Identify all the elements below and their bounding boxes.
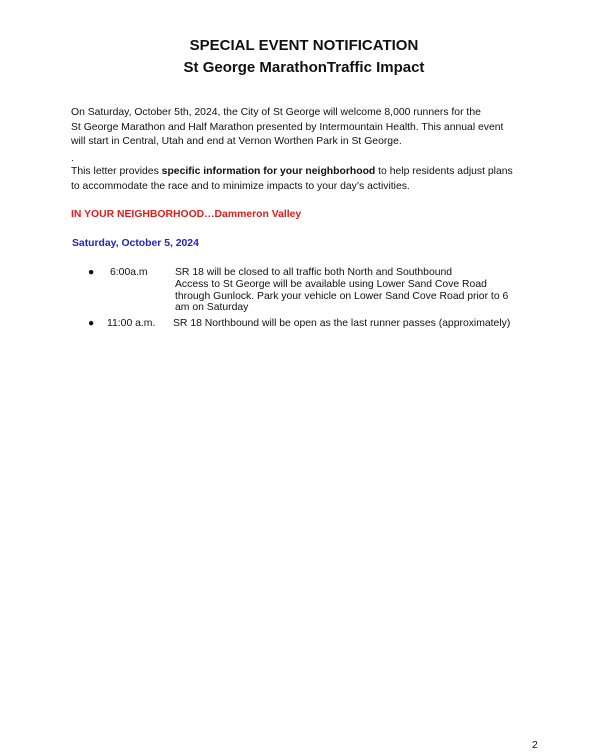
description-line: Access to St George will be available using Lower Sand Cove Road (175, 278, 487, 290)
page-number: 2 (532, 740, 538, 751)
description-line: am on Saturday (175, 302, 249, 314)
page-title: SPECIAL EVENT NOTIFICATION (189, 37, 419, 54)
intro-line: On Saturday, October 5th, 2024, the City of St George will welcome 8,000 runners for the (71, 107, 481, 118)
description-line: SR 18 will be closed to all traffic both North and Southbound (175, 267, 453, 278)
intro-paragraph (71, 106, 551, 150)
letter-prefix: This letter provides (71, 166, 162, 177)
letter-paragraph (71, 165, 551, 194)
neighborhood-heading: IN YOUR NEIGHBORHOOD…Dammeron Valley (71, 209, 302, 220)
schedule-time: 11:00 a.m. (107, 318, 156, 329)
schedule-description (175, 267, 508, 314)
page-subtitle: St George MarathonTraffic Impact (183, 59, 425, 76)
schedule-time: 6:00a.m (110, 267, 148, 278)
schedule-date: Saturday, October 5, 2024 (72, 238, 199, 249)
bullet-icon: ● (88, 267, 95, 278)
letter-suffix: to help residents adjust plans (375, 166, 513, 177)
schedule-description (173, 318, 510, 330)
intro-line: St George Marathon and Half Marathon presented by Intermountain Health. This annual event (71, 121, 504, 133)
description-line: SR 18 Northbound will be open as the last runner passes (approximately) (173, 318, 511, 329)
bullet-icon: ● (88, 318, 95, 329)
letter-line (71, 165, 551, 180)
intro-line: will start in Central, Utah and end at Vernon Worthen Park in St George. (71, 136, 402, 147)
description-line: through Gunlock. Park your vehicle on Lower Sand Cove Road prior to 6 (175, 290, 509, 302)
letter-emphasis: specific information for your neighborhood (161, 166, 376, 177)
separator-dot: . (71, 153, 74, 164)
letter-line: to accommodate the race and to minimize impacts to your day’s activities. (71, 180, 410, 192)
